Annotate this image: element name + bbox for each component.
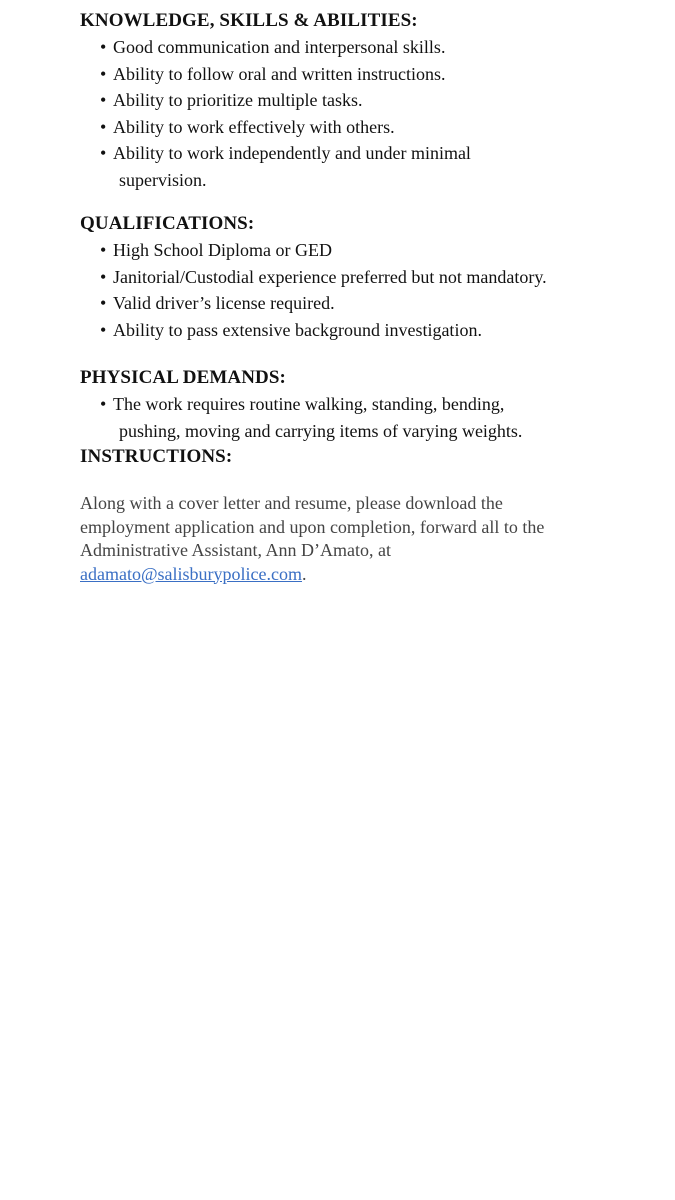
- list-item-text: Ability to work independently and under minimal: [113, 143, 471, 163]
- list-item: [80, 317, 660, 344]
- bullet-icon: •: [100, 266, 107, 287]
- list-item: [80, 391, 660, 444]
- email-link[interactable]: adamato@salisburypolice.com: [80, 563, 303, 584]
- bullet-icon: •: [100, 319, 107, 340]
- qualifications-list: [80, 237, 660, 343]
- qualifications-heading: QUALIFICATIONS:: [80, 213, 255, 234]
- sentence-period: .: [302, 563, 307, 584]
- physical-demands-heading: PHYSICAL DEMANDS:: [80, 367, 286, 388]
- bullet-icon: •: [100, 90, 107, 110]
- physical-demands-list: [80, 391, 660, 444]
- list-item-text: Janitorial/Custodial experience preferred but not mandatory.: [113, 266, 547, 287]
- list-item-text: Valid driver’s license required.: [113, 293, 335, 313]
- list-item: [80, 114, 660, 141]
- ksa-heading: KNOWLEDGE, SKILLS & ABILITIES:: [80, 10, 418, 31]
- list-item: [80, 61, 660, 88]
- instructions-section: [80, 444, 660, 586]
- list-item-text: Ability to work effectively with others.: [113, 116, 395, 137]
- instructions-line: employment application and upon completion, forward all to the: [80, 516, 545, 537]
- list-item-text: High School Diploma or GED: [113, 240, 332, 260]
- ksa-list: [80, 34, 660, 193]
- instructions-line: Administrative Assistant, Ann D’Amato, at: [80, 540, 391, 560]
- bullet-icon: •: [100, 116, 107, 137]
- list-item-continuation: pushing, moving and carrying items of varying weights.: [119, 420, 523, 441]
- qualifications-section: [80, 211, 660, 343]
- instructions-email-line: [80, 563, 660, 587]
- list-item-text: Ability to follow oral and written instructions.: [113, 63, 446, 84]
- physical-demands-section: [80, 365, 660, 444]
- list-item: [80, 290, 660, 317]
- list-item: [80, 264, 660, 291]
- list-item-text: Ability to prioritize multiple tasks.: [113, 90, 363, 110]
- bullet-icon: •: [100, 63, 107, 84]
- bullet-icon: •: [100, 394, 107, 414]
- list-item-text: Ability to pass extensive background investigation.: [113, 319, 482, 340]
- list-item: [80, 87, 660, 114]
- bullet-icon: •: [100, 37, 107, 57]
- list-item-text: Good communication and interpersonal skills.: [113, 37, 446, 57]
- list-item: [80, 140, 660, 193]
- bullet-icon: •: [100, 293, 107, 313]
- list-item-continuation: supervision.: [119, 169, 207, 190]
- instructions-paragraph: [80, 492, 660, 586]
- list-item: [80, 237, 660, 264]
- bullet-icon: •: [100, 240, 107, 260]
- bullet-icon: •: [100, 143, 107, 163]
- instructions-line: Along with a cover letter and resume, please download the: [80, 493, 503, 513]
- list-item-text: The work requires routine walking, standing, bending,: [113, 394, 505, 414]
- ksa-section: [80, 8, 660, 193]
- instructions-heading: INSTRUCTIONS:: [80, 446, 233, 467]
- document-page: [80, 8, 660, 586]
- list-item: [80, 34, 660, 61]
